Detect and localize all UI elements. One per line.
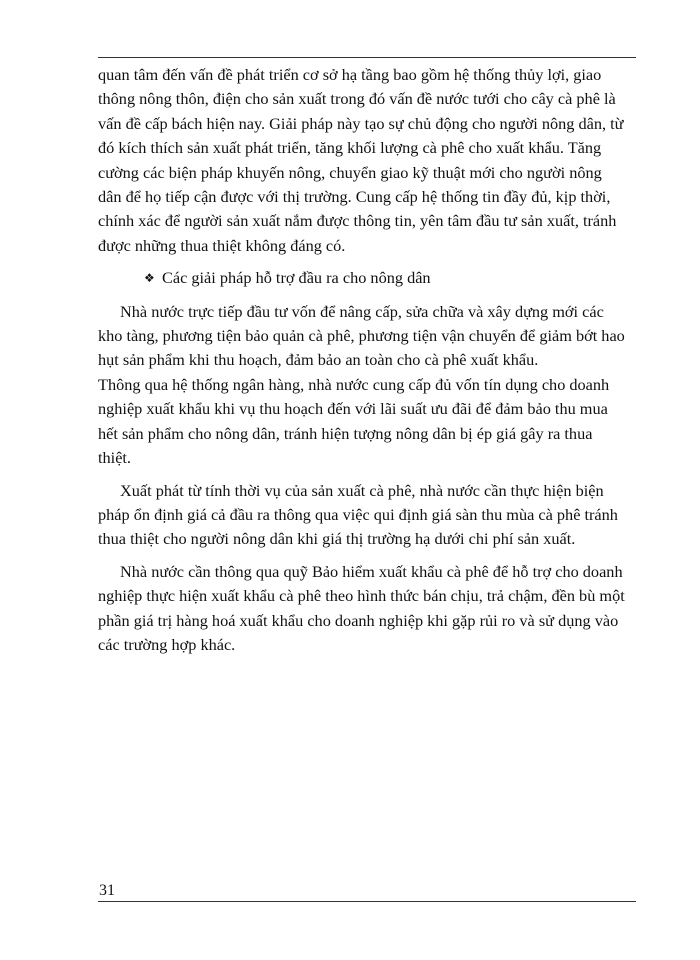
page-number: 31	[99, 882, 115, 899]
header-rule	[98, 57, 636, 58]
document-body	[98, 63, 636, 657]
paragraph-price-stability: Xuất phát từ tính thời vụ của sản xuất cà phê, nhà nước cần thực hiện biện pháp ổn định giá cả đầu ra thông qua việc qui định giá sàn thu mùa cà phê tránh thua thiệt cho người nông dân khi giá thị trường hạ dưới chi phí sản xuất.	[98, 480, 618, 549]
diamond-bullet-icon: ❖	[144, 271, 155, 286]
paragraph-investment: Nhà nước trực tiếp đầu tư vốn để nâng cấp, sửa chữa và xây dựng mới các kho tàng, phương tiện bảo quản cà phê, phương tiện vận chuyển để giảm bớt hao hụt sản phẩm khi thu hoạch, đảm bảo an toàn cho cà phê xuất khẩu. Thông qua hệ thống ngân hàng, nhà nước cung cấp đủ vốn tín dụng cho doanh nghiệp xuất khẩu khi vụ thu hoạch đến với lãi suất ưu đãi để đảm bảo thu mua hết sản phẩm cho nông dân, tránh hiện tượng nông dân bị ép giá gây ra thua thiệt.	[98, 301, 625, 468]
section-heading-text: Các giải pháp hỗ trợ đầu ra cho nông dân	[162, 268, 431, 288]
paragraph-export-insurance: Nhà nước cần thông qua quỹ Bảo hiểm xuất khẩu cà phê để hỗ trợ cho doanh nghiệp thực hiện xuất khẩu cà phê theo hình thức bán chịu, trả chậm, đền bù một phần giá trị hàng hoá xuất khẩu cho doanh nghiệp khi gặp rủi ro và sử dụng vào các trường hợp khác.	[98, 561, 625, 654]
section-heading	[98, 266, 636, 291]
footer-rule	[98, 901, 636, 902]
paragraph-infrastructure: quan tâm đến vấn đề phát triển cơ sở hạ tầng bao gồm hệ thống thủy lợi, giao thông nông thôn, điện cho sản xuất trong đó vấn đề nước tưới cho cây cà phê là vấn đề cấp bách hiện nay. Giải pháp này tạo sự chủ động cho người nông dân, từ đó kích thích sản xuất phát triển, tăng khối lượng cà phê cho xuất khẩu. Tăng cường các biện pháp khuyến nông, chuyển giao kỹ thuật mới cho người nông dân để họ tiếp cận được với thị trường. Cung cấp hệ thống tin đầy đủ, kịp thời, chính xác để người sản xuất nắm được thông tin, yên tâm đầu tư sản xuất, tránh được những thua thiệt không đáng có.	[98, 65, 624, 255]
